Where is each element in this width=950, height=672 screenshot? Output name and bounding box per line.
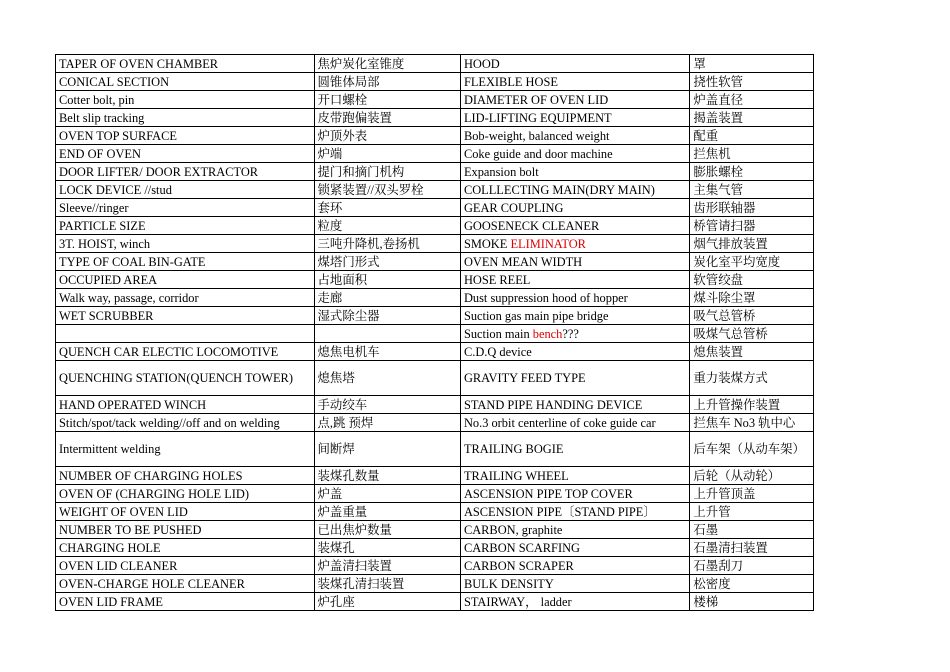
- english-term-cell: Intermittent welding: [56, 432, 315, 467]
- english-term-cell: LOCK DEVICE //stud: [56, 181, 315, 199]
- english-term-cell: OVEN-CHARGE HOLE CLEANER: [56, 575, 315, 593]
- english-term-cell: OVEN OF (CHARGING HOLE LID): [56, 485, 315, 503]
- english-term-cell: PARTICLE SIZE: [56, 217, 315, 235]
- chinese-term-cell: 皮带跑偏装置: [314, 109, 460, 127]
- english-term-cell: Bob-weight, balanced weight: [460, 127, 689, 145]
- english-term-cell: STAND PIPE HANDING DEVICE: [460, 396, 689, 414]
- chinese-term-cell: 炉盖直径: [690, 91, 814, 109]
- chinese-term-cell: 配重: [690, 127, 814, 145]
- english-term-cell: DOOR LIFTER/ DOOR EXTRACTOR: [56, 163, 315, 181]
- chinese-term-cell: 套环: [314, 199, 460, 217]
- chinese-term-cell: 装煤孔清扫装置: [314, 575, 460, 593]
- english-term-cell: GOOSENECK CLEANER: [460, 217, 689, 235]
- table-row: [56, 467, 814, 485]
- chinese-term-cell: 熄焦装置: [690, 343, 814, 361]
- chinese-term-cell: 软管绞盘: [690, 271, 814, 289]
- chinese-term-cell: 上升管: [690, 503, 814, 521]
- chinese-term-cell: 主集气管: [690, 181, 814, 199]
- english-term-cell: TYPE OF COAL BIN-GATE: [56, 253, 315, 271]
- chinese-term-cell: 熄焦塔: [314, 361, 460, 396]
- table-row: [56, 163, 814, 181]
- english-term-cell: TRAILING BOGIE: [460, 432, 689, 467]
- chinese-term-cell: 上升管操作装置: [690, 396, 814, 414]
- english-term-cell: OVEN LID FRAME: [56, 593, 315, 611]
- chinese-term-cell: 后轮（从动轮）: [690, 467, 814, 485]
- chinese-term-cell: 煤塔门形式: [314, 253, 460, 271]
- highlighted-term-text: bench: [532, 326, 563, 341]
- english-term-cell: QUENCH CAR ELECTIC LOCOMOTIVE: [56, 343, 315, 361]
- chinese-term-cell: 烟气排放装置: [690, 235, 814, 253]
- glossary-table: [55, 54, 814, 611]
- chinese-term-cell: 揭盖装置: [690, 109, 814, 127]
- term-text: SMOKE: [463, 236, 511, 251]
- chinese-term-cell: 炉孔座: [314, 593, 460, 611]
- table-row: [56, 521, 814, 539]
- table-row: [56, 91, 814, 109]
- english-term-cell: FLEXIBLE HOSE: [460, 73, 689, 91]
- chinese-term-cell: 吸煤气总管桥: [690, 325, 814, 343]
- english-term-cell: C.D.Q device: [460, 343, 689, 361]
- chinese-term-cell: 三吨升降机,卷扬机: [314, 235, 460, 253]
- table-row: [56, 145, 814, 163]
- english-term-cell: [460, 325, 689, 343]
- table-row: [56, 235, 814, 253]
- english-term-cell: LID-LIFTING EQUIPMENT: [460, 109, 689, 127]
- table-row: [56, 181, 814, 199]
- english-term-cell: TAPER OF OVEN CHAMBER: [56, 55, 315, 73]
- english-term-cell: HOOD: [460, 55, 689, 73]
- english-term-cell: END OF OVEN: [56, 145, 315, 163]
- chinese-term-cell: 湿式除尘器: [314, 307, 460, 325]
- chinese-term-cell: 锁紧装置//双头罗栓: [314, 181, 460, 199]
- chinese-term-cell: 拦焦车 No3 轨中心: [690, 414, 814, 432]
- english-term-cell: Stitch/spot/tack welding//off and on welding: [56, 414, 315, 432]
- english-term-cell: HAND OPERATED WINCH: [56, 396, 315, 414]
- table-row: [56, 503, 814, 521]
- chinese-term-cell: 圆锥体局部: [314, 73, 460, 91]
- table-row: [56, 289, 814, 307]
- chinese-term-cell: 粒度: [314, 217, 460, 235]
- table-row: [56, 217, 814, 235]
- chinese-term-cell: 装煤孔: [314, 539, 460, 557]
- english-term-cell: DIAMETER OF OVEN LID: [460, 91, 689, 109]
- chinese-term-cell: 提门和摘门机构: [314, 163, 460, 181]
- table-row: [56, 55, 814, 73]
- table-row: [56, 127, 814, 145]
- english-term-cell: STAIRWAY， ladder: [460, 593, 689, 611]
- english-term-cell: No.3 orbit centerline of coke guide car: [460, 414, 689, 432]
- chinese-term-cell: 挠性软管: [690, 73, 814, 91]
- english-term-cell: OCCUPIED AREA: [56, 271, 315, 289]
- table-row: [56, 253, 814, 271]
- english-term-cell: WET SCRUBBER: [56, 307, 315, 325]
- table-row: [56, 325, 814, 343]
- glossary-body: [56, 55, 814, 611]
- chinese-term-cell: 膨胀螺栓: [690, 163, 814, 181]
- chinese-term-cell: 后车架（从动车架）: [690, 432, 814, 467]
- english-term-cell: OVEN LID CLEANER: [56, 557, 315, 575]
- table-row: [56, 539, 814, 557]
- table-row: [56, 307, 814, 325]
- table-row: [56, 271, 814, 289]
- highlighted-term-text: ELIMINATOR: [510, 236, 586, 251]
- english-term-cell: ASCENSION PIPE〔STAND PIPE〕: [460, 503, 689, 521]
- chinese-term-cell: 装煤孔数量: [314, 467, 460, 485]
- chinese-term-cell: 炉顶外表: [314, 127, 460, 145]
- chinese-term-cell: [314, 325, 460, 343]
- table-row: [56, 414, 814, 432]
- chinese-term-cell: 熄焦电机车: [314, 343, 460, 361]
- english-term-cell: BULK DENSITY: [460, 575, 689, 593]
- chinese-term-cell: 点,跳 预焊: [314, 414, 460, 432]
- chinese-term-cell: 炉端: [314, 145, 460, 163]
- english-term-cell: Sleeve//ringer: [56, 199, 315, 217]
- table-row: [56, 343, 814, 361]
- chinese-term-cell: 石墨: [690, 521, 814, 539]
- chinese-term-cell: 上升管顶盖: [690, 485, 814, 503]
- english-term-cell: ASCENSION PIPE TOP COVER: [460, 485, 689, 503]
- chinese-term-cell: 重力装煤方式: [690, 361, 814, 396]
- chinese-term-cell: 已出焦炉数量: [314, 521, 460, 539]
- table-row: [56, 109, 814, 127]
- table-row: [56, 557, 814, 575]
- english-term-cell: Suction gas main pipe bridge: [460, 307, 689, 325]
- chinese-term-cell: 齿形联轴器: [690, 199, 814, 217]
- term-text: Suction main: [463, 326, 533, 341]
- chinese-term-cell: 炉盖重量: [314, 503, 460, 521]
- english-term-cell: Belt slip tracking: [56, 109, 315, 127]
- english-term-cell: OVEN MEAN WIDTH: [460, 253, 689, 271]
- english-term-cell: Dust suppression hood of hopper: [460, 289, 689, 307]
- english-term-cell: COLLLECTING MAIN(DRY MAIN): [460, 181, 689, 199]
- english-term-cell: TRAILING WHEEL: [460, 467, 689, 485]
- english-term-cell: CHARGING HOLE: [56, 539, 315, 557]
- english-term-cell: Cotter bolt, pin: [56, 91, 315, 109]
- english-term-cell: Coke guide and door machine: [460, 145, 689, 163]
- chinese-term-cell: 间断焊: [314, 432, 460, 467]
- chinese-term-cell: 楼梯: [690, 593, 814, 611]
- english-term-cell: CARBON, graphite: [460, 521, 689, 539]
- table-row: [56, 361, 814, 396]
- english-term-cell: NUMBER TO BE PUSHED: [56, 521, 315, 539]
- chinese-term-cell: 占地面积: [314, 271, 460, 289]
- chinese-term-cell: 石墨刮刀: [690, 557, 814, 575]
- table-row: [56, 593, 814, 611]
- english-term-cell: GRAVITY FEED TYPE: [460, 361, 689, 396]
- chinese-term-cell: 罩: [690, 55, 814, 73]
- table-row: [56, 485, 814, 503]
- english-term-cell: CARBON SCARFING: [460, 539, 689, 557]
- chinese-term-cell: 开口螺栓: [314, 91, 460, 109]
- english-term-cell: CONICAL SECTION: [56, 73, 315, 91]
- table-row: [56, 575, 814, 593]
- english-term-cell: Walk way, passage, corridor: [56, 289, 315, 307]
- chinese-term-cell: 桥管请扫器: [690, 217, 814, 235]
- chinese-term-cell: 拦焦机: [690, 145, 814, 163]
- english-term-cell: OVEN TOP SURFACE: [56, 127, 315, 145]
- chinese-term-cell: 松密度: [690, 575, 814, 593]
- table-row: [56, 73, 814, 91]
- english-term-cell: [56, 325, 315, 343]
- chinese-term-cell: 走廊: [314, 289, 460, 307]
- english-term-cell: WEIGHT OF OVEN LID: [56, 503, 315, 521]
- chinese-term-cell: 煤斗除尘罩: [690, 289, 814, 307]
- english-term-cell: 3T. HOIST, winch: [56, 235, 315, 253]
- chinese-term-cell: 焦炉炭化室锥度: [314, 55, 460, 73]
- chinese-term-cell: 炉盖: [314, 485, 460, 503]
- chinese-term-cell: 手动绞车: [314, 396, 460, 414]
- english-term-cell: QUENCHING STATION(QUENCH TOWER): [56, 361, 315, 396]
- table-row: [56, 199, 814, 217]
- chinese-term-cell: 石墨清扫装置: [690, 539, 814, 557]
- english-term-cell: NUMBER OF CHARGING HOLES: [56, 467, 315, 485]
- english-term-cell: HOSE REEL: [460, 271, 689, 289]
- chinese-term-cell: 炭化室平均宽度: [690, 253, 814, 271]
- table-row: [56, 432, 814, 467]
- english-term-cell: Expansion bolt: [460, 163, 689, 181]
- english-term-cell: CARBON SCRAPER: [460, 557, 689, 575]
- english-term-cell: GEAR COUPLING: [460, 199, 689, 217]
- table-row: [56, 396, 814, 414]
- chinese-term-cell: 吸气总管桥: [690, 307, 814, 325]
- term-text: ???: [562, 326, 579, 341]
- chinese-term-cell: 炉盖清扫装置: [314, 557, 460, 575]
- english-term-cell: [460, 235, 689, 253]
